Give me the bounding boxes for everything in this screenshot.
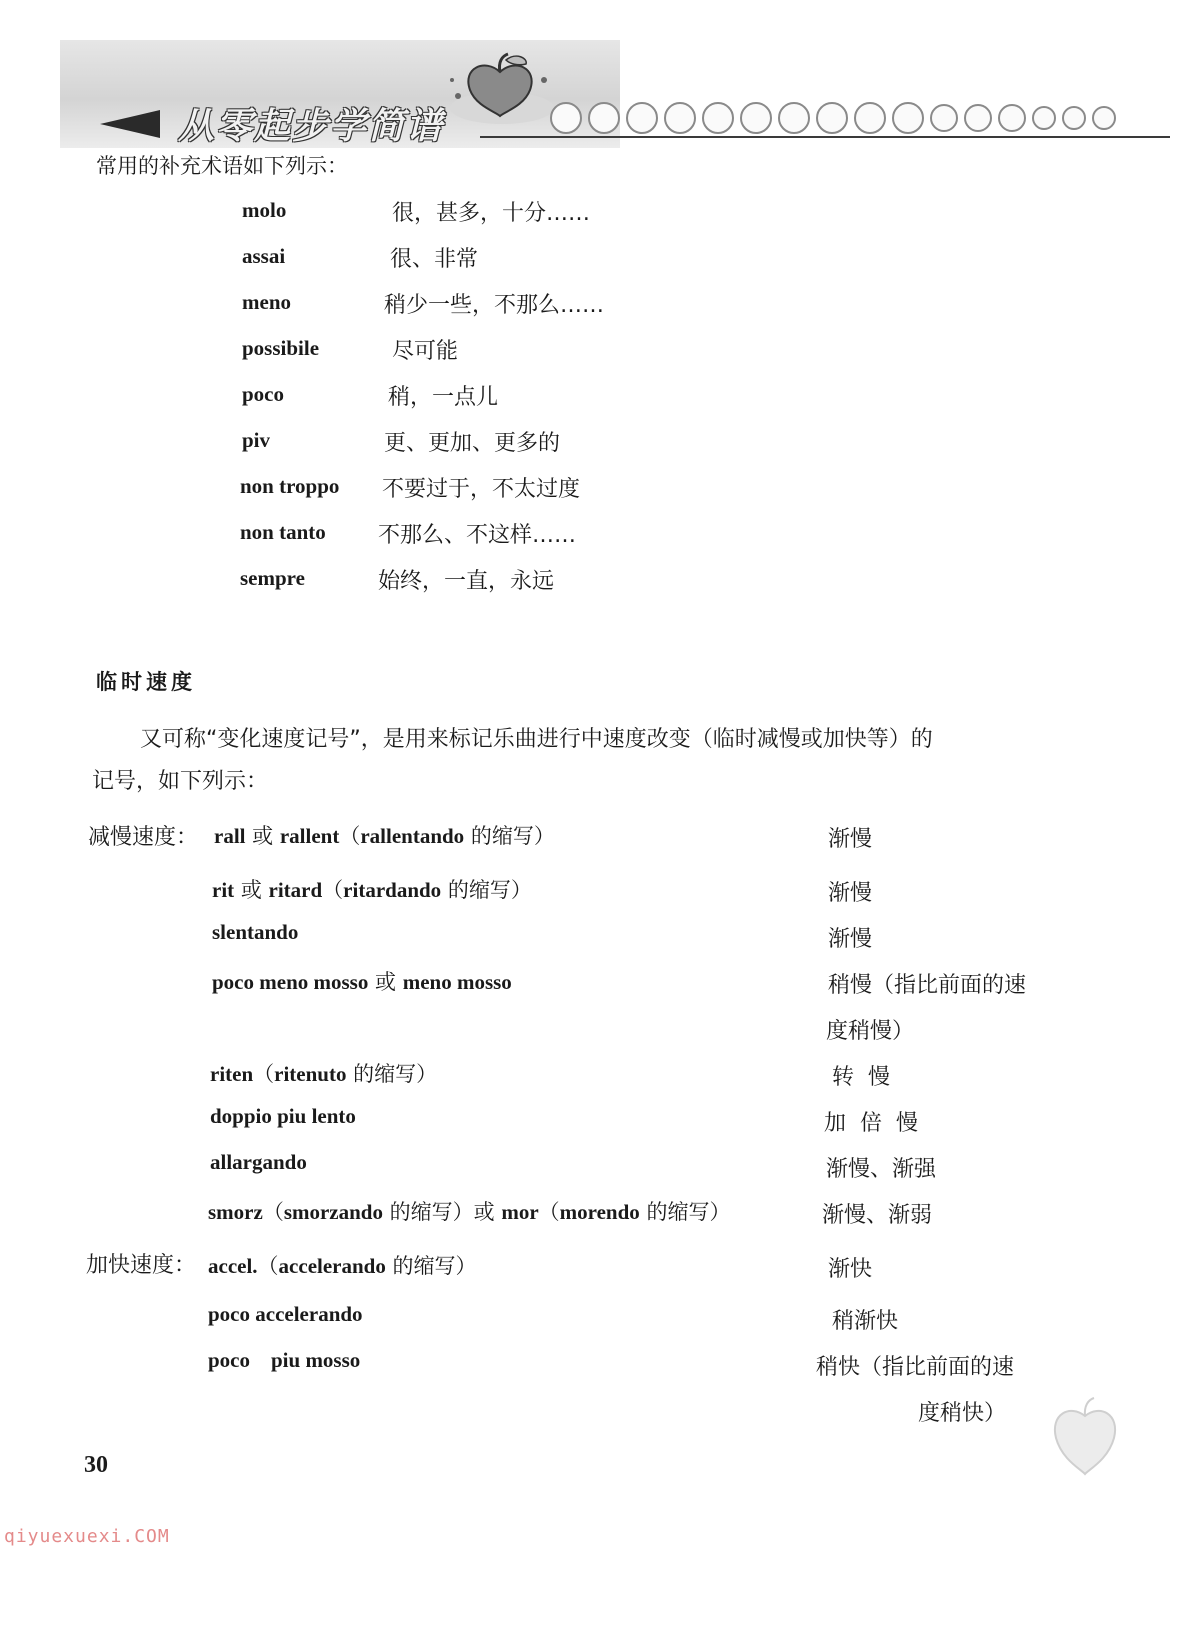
slowing-label: 减慢速度： xyxy=(88,825,199,850)
tempo-term xyxy=(208,1302,363,1327)
header-circle-icon xyxy=(550,102,582,134)
header-circle-icon xyxy=(930,104,958,132)
tempo-term xyxy=(210,1104,356,1129)
header-circle-icon xyxy=(816,102,848,134)
tempo-term xyxy=(212,966,512,996)
term-meaning: 不要过于，不太过度 xyxy=(382,477,581,502)
tempo-term-note: 或 xyxy=(234,878,269,902)
tempo-term xyxy=(208,1348,360,1373)
tempo-term-note: （ xyxy=(322,878,344,902)
tempo-meaning: 加 倍 慢 xyxy=(824,1111,918,1136)
tempo-term-note: （ xyxy=(257,1254,279,1278)
term-word: assai xyxy=(242,244,286,268)
tempo-meaning-continued: 度稍快） xyxy=(918,1401,1007,1426)
tempo-term-word: smorzando xyxy=(283,1200,383,1224)
header-circle-icon xyxy=(1062,106,1086,130)
header-circle-row xyxy=(550,102,1116,134)
tempo-term-word: poco accelerando xyxy=(208,1302,363,1326)
tempo-meaning: 渐快 xyxy=(828,1257,873,1282)
intro-text: 常用的补充术语如下列示： xyxy=(96,154,348,178)
tempo-term-note: 的缩写） xyxy=(346,1062,438,1086)
term-word: meno xyxy=(242,290,291,314)
tempo-term-word: allargando xyxy=(210,1150,307,1174)
tempo-meaning: 渐慢 xyxy=(828,927,873,952)
page-number: 30 xyxy=(84,1452,108,1478)
tempo-term-word: smorz xyxy=(208,1200,263,1224)
term-word: non tanto xyxy=(240,520,326,544)
tempo-term xyxy=(208,1250,477,1280)
term-meaning: 很，甚多，十分…… xyxy=(392,201,591,226)
term-meaning: 很、非常 xyxy=(390,247,479,272)
tempo-term xyxy=(214,820,555,850)
tempo-term-note: 或 xyxy=(368,970,403,994)
tempo-meaning: 稍慢（指比前面的速 xyxy=(828,973,1027,998)
tempo-term-word: accelerando xyxy=(278,1254,386,1278)
page-header xyxy=(60,40,1170,150)
tempo-term-note: 或 xyxy=(245,824,280,848)
tempo-term-word: ritenuto xyxy=(274,1062,347,1086)
header-circle-icon xyxy=(740,102,772,134)
tempo-term-word: morendo xyxy=(559,1200,640,1224)
tempo-term-note: （ xyxy=(253,1062,275,1086)
tempo-term-word: rall xyxy=(214,824,246,848)
term-meaning: 不那么、不这样…… xyxy=(378,523,577,548)
section-paragraph-line-2: 记号，如下列示： xyxy=(92,769,269,794)
tempo-meaning: 渐慢 xyxy=(828,881,873,906)
tempo-term-word: rit xyxy=(212,878,235,902)
header-circle-icon xyxy=(1032,106,1056,130)
term-meaning: 稍，一点儿 xyxy=(388,385,499,410)
tempo-term-word: meno mosso xyxy=(402,970,512,994)
tempo-term-word: accel. xyxy=(208,1254,258,1278)
tempo-term-note: （ xyxy=(538,1200,560,1224)
tempo-term-word: poco piu mosso xyxy=(208,1348,361,1372)
term-word: possibile xyxy=(242,336,320,360)
header-circle-icon xyxy=(998,104,1026,132)
tempo-term xyxy=(208,1196,730,1226)
tempo-meaning: 渐慢、渐强 xyxy=(826,1157,937,1182)
tempo-term-word: doppio piu lento xyxy=(210,1104,356,1128)
header-circle-icon xyxy=(588,102,620,134)
apple-logo-icon xyxy=(440,50,560,130)
watermark: qiyuexuexi.COM xyxy=(4,1526,170,1547)
term-meaning: 尽可能 xyxy=(392,339,459,364)
header-arrow-icon xyxy=(100,110,160,138)
term-word: non troppo xyxy=(240,474,340,498)
tempo-term xyxy=(212,920,298,945)
tempo-term xyxy=(210,1058,437,1088)
tempo-term-word: poco meno mosso xyxy=(212,970,369,994)
tempo-meaning: 稍渐快 xyxy=(832,1309,899,1334)
tempo-term-note: 的缩写） xyxy=(639,1200,731,1224)
tempo-term-note: 的缩写） xyxy=(385,1254,477,1278)
tempo-term-word: ritard xyxy=(268,878,323,902)
term-word: piv xyxy=(242,428,271,452)
term-word: poco xyxy=(242,382,284,406)
header-circle-icon xyxy=(964,104,992,132)
tempo-term-note: 的缩写）或 xyxy=(382,1200,502,1224)
tempo-term-word: rallent xyxy=(279,824,340,848)
tempo-term-word: rallentando xyxy=(360,824,465,848)
tempo-term-word: slentando xyxy=(212,920,299,944)
book-title: 从零起步学简谱 xyxy=(178,105,445,147)
header-circle-icon xyxy=(626,102,658,134)
term-word: molo xyxy=(242,198,287,222)
header-circle-icon xyxy=(892,102,924,134)
term-meaning: 始终，一直，永远 xyxy=(378,569,555,594)
tempo-term xyxy=(212,874,532,904)
section-paragraph-line-1: 又可称“变化速度记号”，是用来标记乐曲进行中速度改变（临时减慢或加快等）的 xyxy=(140,727,933,752)
term-meaning: 更、更加、更多的 xyxy=(384,431,561,456)
tempo-term-word: mor xyxy=(501,1200,539,1224)
section-title: 临时速度 xyxy=(96,670,196,694)
tempo-meaning: 渐慢 xyxy=(828,827,873,852)
tempo-term-word: riten xyxy=(210,1062,254,1086)
tempo-term-note: （ xyxy=(339,824,361,848)
term-word: sempre xyxy=(240,566,305,590)
header-circle-icon xyxy=(1092,106,1116,130)
header-circle-icon xyxy=(664,102,696,134)
tempo-term-word: ritardando xyxy=(343,878,442,902)
tempo-term-note: 的缩写） xyxy=(464,824,555,848)
header-circle-icon xyxy=(702,102,734,134)
speeding-label: 加快速度： xyxy=(86,1253,197,1278)
header-circle-icon xyxy=(778,102,810,134)
tempo-meaning: 渐慢、渐弱 xyxy=(822,1203,933,1228)
tempo-term xyxy=(210,1150,307,1175)
header-circle-icon xyxy=(854,102,886,134)
tempo-term-note: 的缩写） xyxy=(441,878,532,902)
tempo-meaning: 稍快（指比前面的速 xyxy=(816,1355,1015,1380)
corner-apple-icon xyxy=(1040,1390,1130,1480)
tempo-term-note: （ xyxy=(262,1200,284,1224)
term-meaning: 稍少一些，不那么…… xyxy=(384,293,605,318)
tempo-meaning-continued: 度稍慢） xyxy=(826,1019,915,1044)
tempo-meaning: 转 慢 xyxy=(832,1065,890,1090)
